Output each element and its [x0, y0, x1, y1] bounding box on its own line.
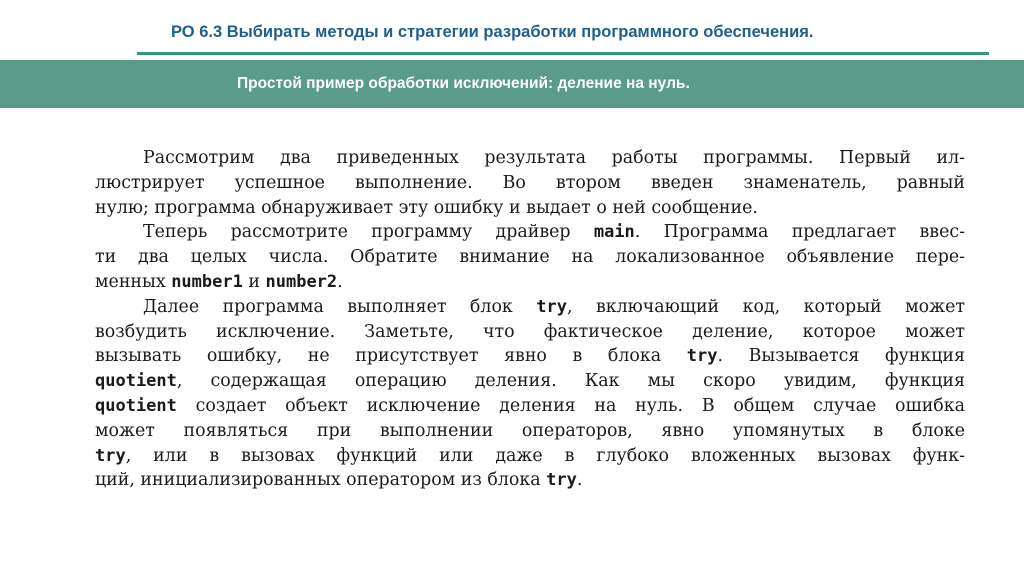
text-line: возбудить исключение. Заметьте, что фактическое деление, которое может [95, 321, 965, 342]
text-line: Далее программа выполняет блок try, включающий код, который может [143, 296, 965, 317]
header-divider [137, 52, 989, 55]
code-keyword: quotient [95, 371, 177, 392]
text-line: нулю; программа обнаруживает эту ошибку и выдает о ней сообщение. [95, 197, 758, 218]
banner-title: Простой пример обработки исключений: деление на нуль. [237, 75, 690, 92]
text-line: может появляться при выполнении операторов, явно упомянутых в блоке [95, 420, 965, 441]
text-line: люстрирует успешное выполнение. Во втором введен знаменатель, равный [95, 172, 965, 193]
section-banner [0, 60, 1024, 108]
code-keyword: main [593, 222, 635, 243]
code-keyword: number2 [265, 271, 338, 292]
text-line: Теперь рассмотрите программу драйвер main. Программа предлагает ввес- [143, 222, 965, 243]
text-line: quotient создает объект исключение деления на нуль. В общем случае ошибка [95, 395, 965, 416]
header-title: РО 6.3 Выбирать методы и стратегии разработки программного обеспечения. [171, 23, 814, 41]
text-line: Рассмотрим два приведенных результата работы программы. Первый ил- [143, 148, 965, 168]
code-keyword: try [686, 346, 718, 367]
code-keyword: quotient [95, 395, 177, 416]
text-line: ти два целых числа. Обратите внимание на локализованное объявление пере- [95, 247, 965, 268]
code-keyword: try [546, 470, 577, 491]
code-keyword: try [95, 445, 126, 466]
text-line: вызывать ошибку, не присутствует явно в блока try. Вызывается функция [95, 346, 965, 367]
text-line: ций, инициализированных оператором из блока try. [95, 470, 583, 491]
text-line: менных number1 и number2. [95, 271, 343, 292]
code-keyword: number1 [171, 271, 243, 292]
code-keyword: try [536, 296, 567, 317]
text-line: quotient, содержащая операцию деления. Как мы скоро увидим, функция [95, 371, 965, 392]
text-line: try, или в вызовах функций или даже в глубоко вложенных вызовах функ- [95, 445, 965, 466]
body-text [95, 146, 965, 493]
